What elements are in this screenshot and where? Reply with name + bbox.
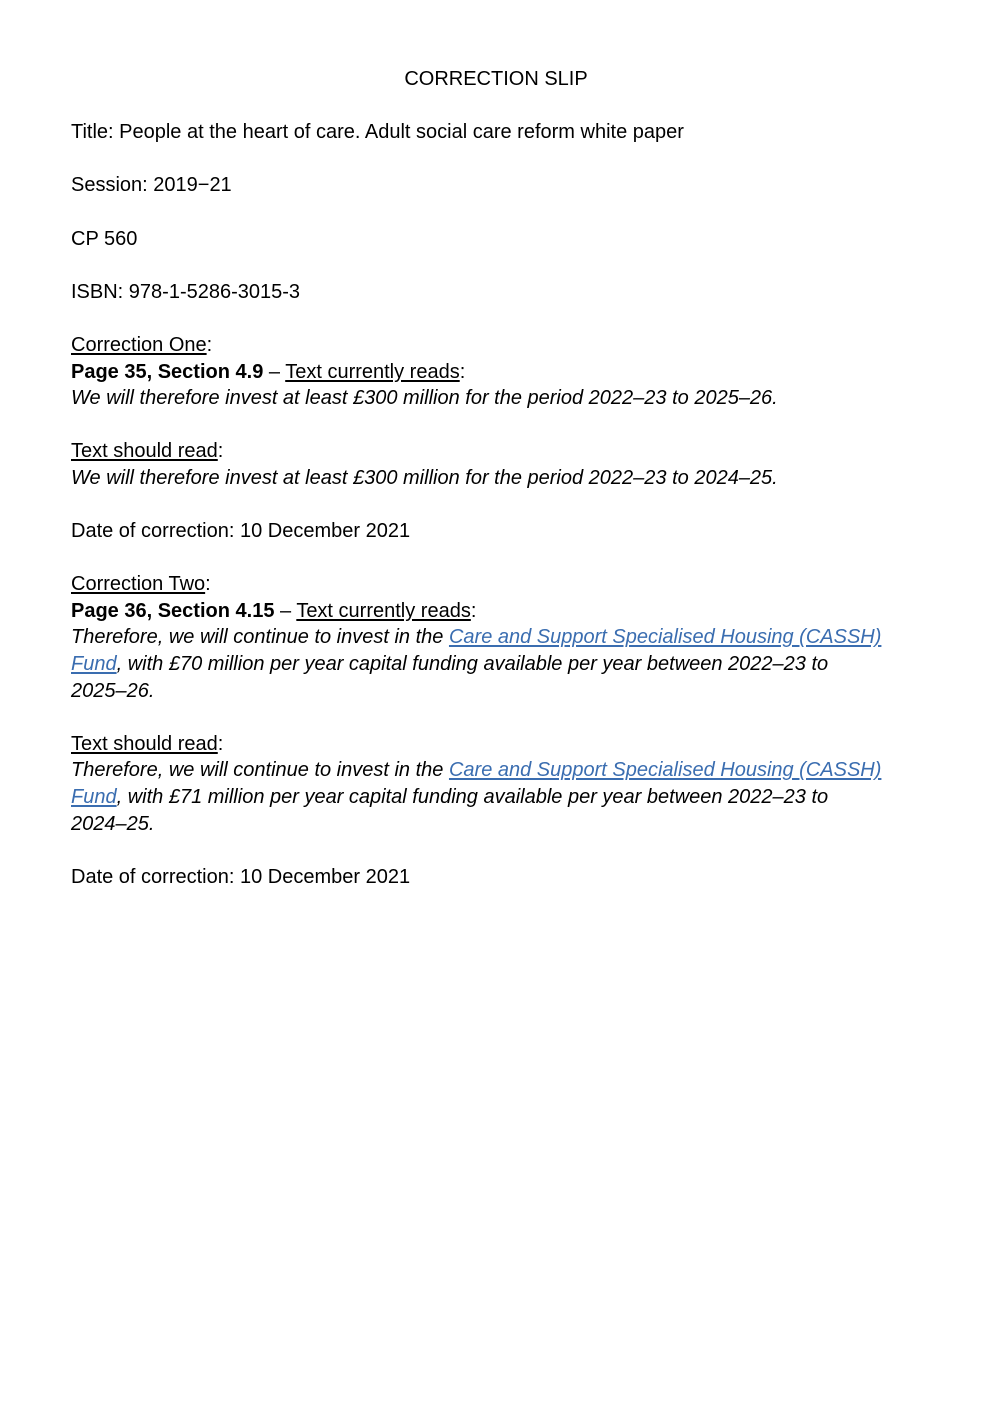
currently-reads-label: Text currently reads [285,360,460,383]
correction-one: Correction One: Page 35, Section 4.9 – Text currently reads: We will therefore invest at least £300 million for the period 2022–23 to 2025–26. Text should read: We will therefore invest at least £300 million for the period 2022–23 to 2024–25. Date of correction: 10 December 2021 [71,332,883,545]
correction-date: Date of correction: 10 December 2021 [71,520,411,543]
should-text-end: , with £71 million per year capital funding available per year between 2022–23 to 2024–25. [71,786,829,835]
should-read-label: Text should read [71,732,218,755]
current-text-end: , with £70 million per year capital funding available per year between 2022–23 to 2025–26. [71,653,829,702]
currently-reads-label: Text currently reads [296,599,471,622]
correction-location: Page 36, Section 4.15 [71,599,275,622]
session-line: Session: 2019−21 [71,174,232,197]
current-text: We will therefore invest at least £300 million for the period 2022–23 to 2025–26. [71,387,778,410]
page-heading: CORRECTION SLIP [404,68,588,90]
cassh-fund-link[interactable]: Care and Support Specialised Housing (CASSH) Fund [71,626,882,676]
correction-slip-document [71,66,883,890]
correction-location: Page 35, Section 4.9 [71,360,264,383]
cp-line: CP 560 [71,227,138,250]
current-text-start: Therefore, we will continue to invest in the [71,626,449,649]
isbn-line: ISBN: 978-1-5286-3015-3 [71,280,301,303]
correction-label: Correction One [71,333,207,356]
correction-label: Correction Two [71,573,206,596]
correction-date: Date of correction: 10 December 2021 [71,865,411,888]
title-line: Title: People at the heart of care. Adult social care reform white paper [71,121,684,144]
correction-two: Correction Two: Page 36, Section 4.15 – Text currently reads: Therefore, we will continue to invest in the Care and Support Specialised Housing (CASSH) Fund, with £70 million per year capital funding available per year between 2022–23 to 2025–26. Text should read: Therefore, we will continue to invest in the Care and Support Specialised Housing (CASSH) Fund, with £71 million per year capital funding available per year between 2022–23 to 2024–25. Date of correction: 10 December 2021 [71,571,883,890]
should-read-label: Text should read [71,440,218,463]
should-text-start: Therefore, we will continue to invest in the [71,759,449,782]
cassh-fund-link[interactable]: Care and Support Specialised Housing (CASSH) Fund [71,759,882,809]
should-text: We will therefore invest at least £300 million for the period 2022–23 to 2024–25. [71,466,778,489]
